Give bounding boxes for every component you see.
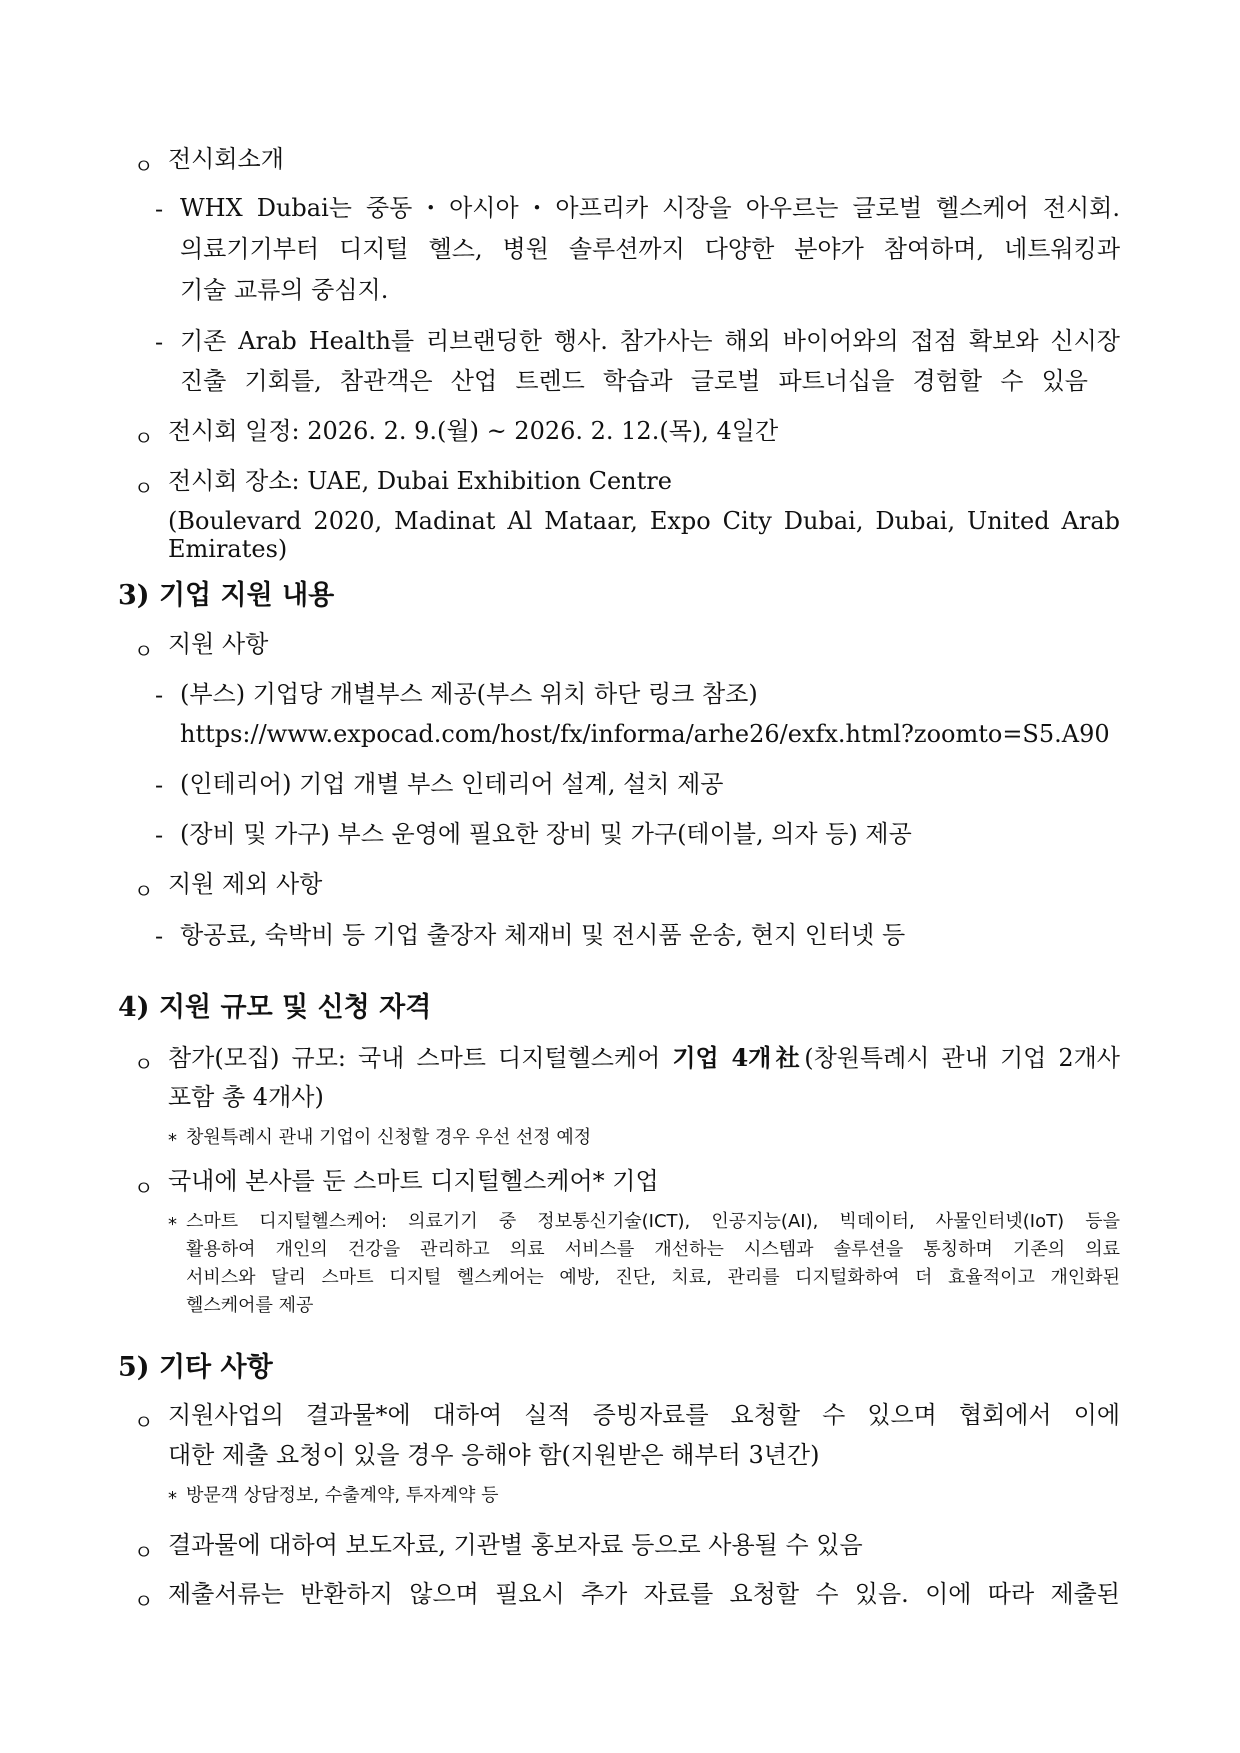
- bullet-marker: ㅇ: [134, 879, 154, 903]
- bullet-marker: ㅇ: [134, 1410, 154, 1434]
- exhibition-venue: 전시회 장소: UAE, Dubai Exhibition Centre: [168, 467, 672, 495]
- note-marker: *: [168, 1214, 177, 1235]
- digital-healthcare-definition-line-2: 활용하여 개인의 건강을 관리하고 의료 서비스를 개선하는 시스템과 솔루션을 통칭하며 기존의 의료: [186, 1239, 1120, 1260]
- intro-desc-line-2: 의료기기부터 디지털 헬스, 병원 솔루션까지 다양한 분야가 참여하며, 네트워킹과: [180, 235, 1120, 263]
- section-4-heading: 4) 지원 규모 및 신청 자격: [118, 992, 432, 1023]
- exhibition-schedule: 전시회 일정: 2026. 2. 9.(월) ~ 2026. 2. 12.(목), 4일간: [168, 417, 779, 445]
- dash-marker: -: [155, 328, 164, 356]
- dash-marker: -: [155, 195, 164, 223]
- support-booth: (부스) 기업당 개별부스 제공(부스 위치 하단 링크 참조): [180, 680, 758, 708]
- support-equipment: (장비 및 가구) 부스 운영에 필요한 장비 및 가구(테이블, 의자 등) 제공: [180, 820, 912, 848]
- digital-healthcare-definition-line-3: 서비스와 달리 스마트 디지털 헬스케어는 예방, 진단, 치료, 관리를 디지털화하여 더 효율적이고 개인화된: [186, 1267, 1120, 1288]
- booth-location-link[interactable]: https://www.expocad.com/host/fx/informa/arhe26/exfx.html?zoomto=S5.A90: [180, 720, 1110, 748]
- recruit-scale-suffix: (창원특례시 관내 기업 2개사: [804, 1044, 1120, 1072]
- recruit-scale-line-2: 포함 총 4개사): [168, 1083, 324, 1111]
- note-marker: *: [168, 1488, 177, 1509]
- intro-desc-line-3: 기술 교류의 중심지.: [180, 276, 389, 304]
- dash-marker: -: [155, 681, 164, 709]
- results-usage: 결과물에 대하여 보도자료, 기관별 홍보자료 등으로 사용될 수 있음: [168, 1531, 863, 1559]
- submission-docs: 제출서류는 반환하지 않으며 필요시 추가 자료를 요청할 수 있음. 이에 따라 제출된: [168, 1580, 1120, 1608]
- bullet-marker: ㅇ: [134, 1052, 154, 1076]
- recruit-scale-prefix: 참가(모집) 규모: 국내 스마트 디지털헬스케어: [168, 1044, 673, 1072]
- dash-marker: -: [155, 922, 164, 950]
- bullet-marker: ㅇ: [134, 476, 154, 500]
- support-exclusions-title: 지원 제외 사항: [168, 870, 323, 898]
- recruit-priority-note: 창원특례시 관내 기업이 신청할 경우 우선 선정 예정: [186, 1127, 592, 1148]
- eligibility: 국내에 본사를 둔 스마트 디지털헬스케어* 기업: [168, 1167, 659, 1195]
- intro-desc-line-1: WHX Dubai는 중동・아시아・아프리카 시장을 아우르는 글로벌 헬스케어 전시회.: [180, 194, 1120, 222]
- digital-healthcare-definition-line-1: 스마트 디지털헬스케어: 의료기기 중 정보통신기술(ICT), 인공지능(AI), 빅데이터, 사물인터넷(IoT) 등을: [186, 1211, 1120, 1232]
- rebrand-desc-line-2: 진출 기회를, 참관객은 산업 트렌드 학습과 글로벌 파트너십을 경험할 수 있음: [180, 367, 1088, 395]
- rebrand-desc-line-1: 기존 Arab Health를 리브랜딩한 행사. 참가사는 해외 바이어와의 접점 확보와 신시장: [180, 327, 1120, 355]
- support-interior: (인테리어) 기업 개별 부스 인테리어 설계, 설치 제공: [180, 770, 724, 798]
- bullet-exhibition-intro: 전시회소개: [168, 145, 284, 173]
- results-request-line-1: 지원사업의 결과물*에 대하여 실적 증빙자료를 요청할 수 있으며 협회에서 이에: [168, 1401, 1120, 1429]
- note-marker: *: [168, 1130, 177, 1151]
- digital-healthcare-definition-line-4: 헬스케어를 제공: [186, 1295, 314, 1316]
- dash-marker: -: [155, 771, 164, 799]
- bullet-marker: ㅇ: [134, 1589, 154, 1613]
- support-items-title: 지원 사항: [168, 630, 269, 658]
- section-3-heading: 3) 기업 지원 내용: [118, 580, 335, 611]
- recruit-scale-count: 기업 4개社: [672, 1043, 805, 1072]
- bullet-marker: ㅇ: [134, 1176, 154, 1200]
- bullet-marker: ㅇ: [134, 154, 154, 178]
- recruit-scale-line-1: [168, 1044, 1120, 1073]
- bullet-marker: ㅇ: [134, 639, 154, 663]
- results-request-line-2: 대한 제출 요청이 있을 경우 응해야 함(지원받은 해부터 3년간): [168, 1441, 820, 1469]
- exhibition-venue-address: (Boulevard 2020, Madinat Al Mataar, Expo City Dubai, Dubai, United Arab Emirates): [168, 507, 1120, 563]
- bullet-marker: ㅇ: [134, 1540, 154, 1564]
- section-5-heading: 5) 기타 사항: [118, 1352, 273, 1383]
- dash-marker: -: [155, 821, 164, 849]
- bullet-marker: ㅇ: [134, 426, 154, 450]
- support-exclusions: 항공료, 숙박비 등 기업 출장자 체재비 및 전시품 운송, 현지 인터넷 등: [180, 921, 906, 949]
- results-examples-note: 방문객 상담정보, 수출계약, 투자계약 등: [186, 1485, 499, 1506]
